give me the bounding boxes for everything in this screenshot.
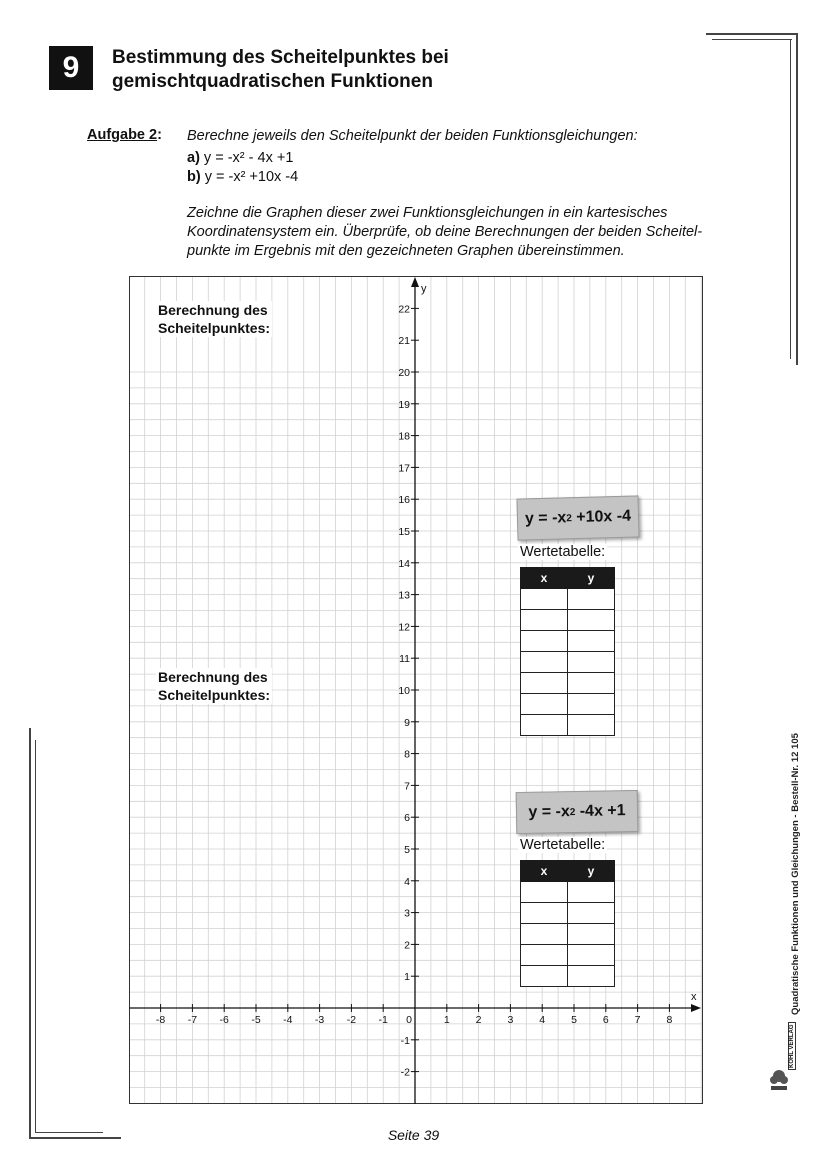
- x-tick-label: 5: [571, 1014, 577, 1026]
- table-row: [521, 924, 615, 945]
- task-equation-b-text: y = -x² +10x -4: [200, 169, 299, 185]
- publisher-logo-text: KOHL VERLAG: [789, 1024, 795, 1068]
- corner-frame-top-right-v1: [796, 33, 798, 365]
- x-tick-label: -7: [187, 1014, 198, 1026]
- table-cell-y[interactable]: [568, 903, 615, 924]
- x-tick-label: 4: [539, 1014, 546, 1026]
- x-tick-label: 6: [602, 1014, 609, 1026]
- task-equation-a: [187, 149, 293, 168]
- y-tick-label: 14: [398, 557, 410, 570]
- corner-frame-top-right-h2: [712, 39, 792, 40]
- table-cell-y[interactable]: [568, 924, 615, 945]
- table-cell-y[interactable]: [568, 610, 615, 631]
- x-tick-label: -1: [378, 1014, 388, 1026]
- table-cell-x[interactable]: [521, 903, 568, 924]
- y-tick-label: 13: [398, 589, 410, 602]
- table-header-row: [521, 568, 615, 589]
- table-cell-y[interactable]: [568, 652, 615, 673]
- function-a-value-table: [520, 860, 615, 987]
- chapter-number-badge: 9: [49, 46, 93, 90]
- y-tick-label: 12: [398, 621, 410, 634]
- table-cell-y[interactable]: [568, 715, 615, 736]
- table-row: [521, 966, 615, 987]
- function-b-table-body: [521, 589, 615, 736]
- function-a-eq-main: y = -x: [528, 803, 570, 821]
- calc-box-second-line1: Berechnung des: [158, 669, 268, 685]
- table-cell-x[interactable]: [521, 589, 568, 610]
- y-tick-label: 2: [404, 939, 410, 952]
- y-tick-label: 8: [404, 748, 410, 761]
- y-tick-label: 4: [404, 875, 410, 888]
- table-cell-x[interactable]: [521, 673, 568, 694]
- y-tick-label: 21: [398, 335, 410, 348]
- y-tick-label: 18: [398, 430, 410, 443]
- function-b-eq-rest: +10x -4: [571, 507, 632, 527]
- table-cell-x[interactable]: [521, 924, 568, 945]
- x-tick-label: 3: [507, 1014, 514, 1026]
- function-b-eq-sup: 2: [566, 512, 573, 524]
- calc-box-first-line2: Scheitelpunktes:: [158, 320, 271, 336]
- function-b-label: [516, 495, 639, 540]
- y-tick-label: 16: [398, 494, 410, 507]
- table-cell-y[interactable]: [568, 945, 615, 966]
- calc-box-second-line2: Scheitelpunktes:: [158, 687, 271, 703]
- y-tick-label: 10: [398, 685, 410, 697]
- y-tick-label: 15: [398, 526, 410, 538]
- table-row: [521, 589, 615, 610]
- y-tick-label: 7: [404, 780, 410, 793]
- publisher-logo-icon: [768, 1068, 790, 1092]
- corner-frame-top-right-v2: [790, 39, 791, 359]
- y-tick-label: 5: [404, 844, 410, 856]
- page-title-line1: Bestimmung des Scheitelpunktes bei: [112, 47, 449, 68]
- calc-box-second: [156, 668, 272, 704]
- function-a-table-label: Wertetabelle:: [520, 837, 606, 853]
- x-tick-label: -5: [251, 1014, 261, 1026]
- table-cell-x[interactable]: [521, 610, 568, 631]
- y-tick-label: 19: [398, 398, 410, 411]
- corner-frame-bottom-left-v2: [35, 740, 36, 1132]
- x-tick-label: 1: [443, 1014, 450, 1026]
- y-tick-label: -1: [400, 1034, 410, 1047]
- table-cell-y[interactable]: [568, 589, 615, 610]
- table-row: [521, 882, 615, 903]
- table-cell-x[interactable]: [521, 715, 568, 736]
- table-row: [521, 673, 615, 694]
- table-header-y: y: [568, 568, 615, 589]
- page-title: [112, 46, 672, 94]
- table-cell-y[interactable]: [568, 966, 615, 987]
- function-b-table-label: Wertetabelle:: [520, 544, 606, 560]
- origin-label: 0: [406, 1014, 412, 1026]
- table-header-y: y: [568, 861, 615, 882]
- x-tick-label: 2: [475, 1014, 482, 1026]
- y-tick-label: 6: [404, 812, 410, 825]
- task-label-text: Aufgabe 2: [87, 127, 158, 143]
- x-tick-label: -6: [219, 1014, 229, 1026]
- function-a-label: [516, 790, 639, 834]
- function-b-value-table: [520, 567, 615, 736]
- task-instruction-line1: Zeichne die Graphen dieser zwei Funktionsgleichungen in ein kartesisches: [187, 205, 668, 221]
- table-row: [521, 694, 615, 715]
- table-cell-y[interactable]: [568, 882, 615, 903]
- table-header-x: x: [521, 568, 568, 589]
- task-instruction-line2: Koordinatensystem ein. Überprüfe, ob deine Berechnungen der beiden Scheitel-: [187, 224, 703, 240]
- table-row: [521, 652, 615, 673]
- task-label: [87, 127, 162, 143]
- x-tick-label: -3: [314, 1014, 325, 1026]
- table-row: [521, 903, 615, 924]
- table-row: [521, 610, 615, 631]
- y-tick-label: 11: [399, 653, 410, 666]
- table-header-x: x: [521, 861, 568, 882]
- y-tick-label: 3: [404, 907, 410, 920]
- table-cell-x[interactable]: [521, 882, 568, 903]
- function-a-eq-rest: -4x +1: [575, 802, 626, 821]
- table-cell-x[interactable]: [521, 652, 568, 673]
- y-axis-label: y: [421, 283, 427, 295]
- table-cell-y[interactable]: [568, 631, 615, 652]
- y-tick-label: 1: [404, 971, 410, 984]
- table-row: [521, 945, 615, 966]
- x-tick-label: 8: [666, 1014, 673, 1026]
- task-label-colon: :: [157, 127, 162, 143]
- table-cell-y[interactable]: [568, 673, 615, 694]
- task-equation-a-text: y = -x² - 4x +1: [199, 150, 294, 166]
- y-tick-label: 20: [398, 367, 410, 379]
- table-cell-x[interactable]: [521, 966, 568, 987]
- task-equation-b: [187, 168, 298, 187]
- x-tick-label: -4: [283, 1014, 293, 1026]
- table-row: [521, 715, 615, 736]
- sidebar-publication-info: Quadratische Funktionen und Gleichungen - Bestell-Nr. 12 105: [790, 733, 801, 1015]
- table-cell-y[interactable]: [568, 694, 615, 715]
- coordinate-system: [129, 276, 703, 1104]
- function-b-eq-main: y = -x: [524, 509, 567, 528]
- table-cell-x[interactable]: [521, 631, 568, 652]
- table-row: [521, 631, 615, 652]
- page-number: Seite 39: [387, 1127, 440, 1143]
- table-cell-x[interactable]: [521, 945, 568, 966]
- task-equation-a-label: a): [187, 150, 200, 166]
- function-a-table-body: [521, 882, 615, 987]
- calc-box-first-line1: Berechnung des: [158, 302, 268, 318]
- x-tick-label: -2: [346, 1014, 357, 1026]
- corner-frame-top-right-h1: [706, 33, 798, 35]
- function-a-eq-sup: 2: [569, 806, 576, 818]
- calc-box-first: [156, 301, 272, 337]
- table-header-row: [521, 861, 615, 882]
- x-axis-label: x: [691, 991, 697, 1003]
- table-cell-x[interactable]: [521, 694, 568, 715]
- corner-frame-bottom-left-v1: [29, 728, 31, 1139]
- y-tick-label: 9: [404, 716, 410, 729]
- y-tick-label: 17: [398, 462, 410, 475]
- task-equation-b-label: b): [187, 169, 201, 185]
- task-instruction-line3: punkte im Ergebnis mit den gezeichneten Graphen übereinstimmen.: [187, 243, 625, 259]
- x-tick-label: -8: [155, 1014, 166, 1026]
- y-tick-label: 22: [398, 303, 410, 316]
- page-title-line2: gemischtquadratischen Funktionen: [112, 71, 433, 92]
- y-tick-label: -2: [400, 1066, 410, 1079]
- task-intro: Berechne jeweils den Scheitelpunkt der beiden Funktionsgleichungen:: [187, 128, 638, 144]
- x-tick-label: 7: [634, 1014, 641, 1026]
